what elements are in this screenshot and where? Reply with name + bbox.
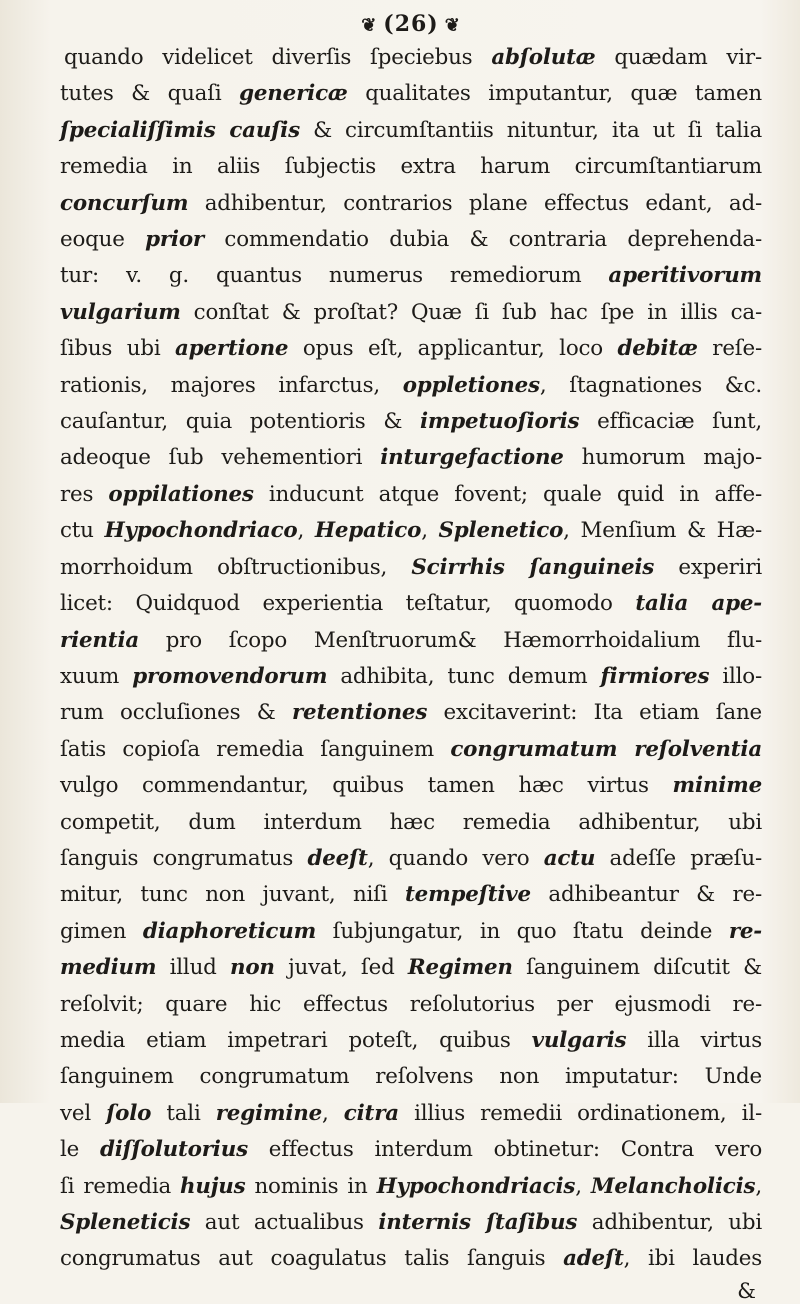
- text-run: adeoque ſub vehementiori: [60, 445, 381, 471]
- italic-term: Regimen: [407, 955, 513, 981]
- text-run: morrhoidum obſtructionibus,: [60, 554, 412, 580]
- italic-term: talia ape-: [635, 591, 762, 617]
- text-run: congrumatus aut coagulatus talis ſanguis: [60, 1246, 564, 1272]
- italic-term: medium: [60, 955, 157, 981]
- text-line: [60, 950, 762, 986]
- italic-term: adeſt: [563, 1246, 624, 1272]
- text-run: , ibi laudes: [623, 1246, 763, 1272]
- text-run: rum occluſiones &: [60, 700, 292, 726]
- italic-term: hujus: [180, 1173, 246, 1199]
- text-run: commendatio dubia & contraria deprehenda-: [204, 227, 763, 253]
- text-run: ſatis copioſa remedia ſanguinem: [60, 736, 451, 762]
- italic-term: Hypochondriaco: [104, 518, 298, 544]
- italic-term: Splenetico: [438, 518, 564, 544]
- text-run: illud: [156, 955, 230, 981]
- text-run: quædam vir-: [595, 45, 762, 70]
- text-run: tali: [151, 1100, 216, 1126]
- text-line: [60, 331, 762, 367]
- italic-term: retentiones: [291, 700, 428, 726]
- text-run: vulgo commendantur, quibus tamen hæc virtus: [60, 773, 673, 799]
- text-line: [60, 1241, 762, 1277]
- text-run: ,: [322, 1100, 344, 1126]
- text-line: [60, 149, 762, 185]
- text-line: [60, 76, 762, 112]
- text-line: [60, 113, 762, 149]
- italic-term: Melancholicis: [590, 1173, 756, 1199]
- text-run: ſi remedia: [60, 1173, 181, 1199]
- text-run: ctu: [60, 518, 105, 544]
- text-line: [60, 1096, 762, 1132]
- text-run: competit, dum interdum hæc remedia adhibentur, ubi: [60, 809, 762, 835]
- text-line: [60, 368, 762, 404]
- catchword: &: [737, 1278, 756, 1303]
- italic-term: rientia: [60, 627, 140, 653]
- text-run: juvat, ſed: [274, 955, 408, 981]
- text-run: reſe-: [697, 336, 762, 362]
- text-run: ſanguinem congrumatum reſolvens non imputatur: Unde: [60, 1064, 762, 1090]
- text-run: cauſantur, quia potentioris &: [60, 409, 420, 435]
- text-line: [60, 1205, 762, 1241]
- text-line: [60, 477, 762, 513]
- text-run: ſibus ubi: [60, 336, 175, 362]
- italic-term: genericæ: [239, 81, 348, 107]
- text-line: [60, 623, 762, 659]
- italic-term: diſſolutorius: [99, 1137, 248, 1163]
- italic-term: Scirrhis ſanguineis: [411, 554, 655, 580]
- text-run: ,: [421, 518, 439, 544]
- text-run: xuum: [60, 663, 133, 689]
- italic-term: ſpecialiſſimis cauſis: [60, 117, 300, 143]
- text-line: [60, 1169, 762, 1205]
- text-run: illo-: [709, 663, 763, 689]
- text-run: media etiam impetrari poteſt, quibus: [60, 1027, 532, 1053]
- text-run: conſtat & proſtat? Quæ ſi ſub hac ſpe in illis ca-: [180, 299, 762, 325]
- italic-term: Hypochondriacis: [376, 1173, 576, 1199]
- text-run: remedia in aliis ſubjectis extra harum circumſtantiarum: [60, 154, 762, 180]
- text-run: tur: v. g. quantus numerus remediorum: [60, 263, 609, 289]
- italic-term: citra: [343, 1100, 399, 1126]
- text-run: excitaverint: Ita etiam ſane: [427, 700, 762, 726]
- text-run: inducunt atque fovent; quale quid in affe-: [253, 481, 762, 507]
- text-line: [60, 877, 762, 913]
- italic-term: regimine: [215, 1100, 323, 1126]
- italic-term: diaphoreticum: [142, 918, 317, 944]
- text-line: [60, 1023, 762, 1059]
- text-run: rationis, majores infarctus,: [60, 372, 403, 398]
- text-run: le: [60, 1137, 100, 1163]
- italic-term: debitæ: [617, 336, 698, 362]
- text-run: & circumſtantiis nituntur, ita ut ſi talia: [299, 117, 762, 143]
- italic-term: minime: [672, 773, 762, 799]
- italic-term: concurſum: [60, 190, 189, 216]
- text-line: [60, 258, 762, 294]
- text-run: res: [60, 481, 109, 507]
- text-run: efficaciæ ſunt,: [579, 409, 762, 435]
- ornament-left-icon: ❦: [361, 15, 378, 36]
- text-line: [60, 987, 762, 1023]
- text-run: ſanguis congrumatus: [60, 845, 308, 871]
- text-line: [60, 440, 762, 476]
- italic-term: oppilationes: [108, 481, 254, 507]
- text-line: [60, 1132, 762, 1168]
- italic-term: internis ſtaſibus: [378, 1210, 578, 1235]
- text-run: nominis in: [245, 1173, 377, 1199]
- body-text: [60, 40, 762, 1278]
- text-run: adhibeantur & re-: [530, 882, 762, 908]
- text-run: gimen: [60, 918, 143, 944]
- italic-term: prior: [145, 227, 204, 253]
- text-line: [60, 768, 762, 804]
- text-run: adhibita, tunc demum: [327, 663, 601, 689]
- page-header: [60, 10, 762, 38]
- text-run: adeſſe præſu-: [595, 845, 762, 871]
- text-run: , Menſium & Hæ-: [563, 518, 762, 544]
- italic-term: inturgefactione: [380, 445, 564, 471]
- text-run: ,: [575, 1173, 591, 1199]
- italic-term: firmiores: [600, 663, 710, 689]
- text-line: [60, 695, 762, 731]
- italic-term: tempeſtive: [405, 882, 531, 908]
- text-run: pro ſcopo Menſtruorum& Hæmorrhoidalium flu-: [139, 627, 762, 653]
- text-run: qualitates imputantur, quæ tamen: [347, 81, 762, 107]
- text-run: eoque: [60, 227, 146, 253]
- text-run: humorum majo-: [563, 445, 762, 471]
- text-line: [60, 1059, 762, 1095]
- italic-term: apertione: [175, 336, 289, 362]
- text-run: , ſtagnationes &c.: [539, 372, 762, 398]
- italic-term: vulgarium: [60, 299, 181, 325]
- italic-term: vulgaris: [531, 1027, 627, 1053]
- italic-term: congrumatum reſolventia: [450, 736, 762, 762]
- text-run: ,: [297, 518, 315, 544]
- text-line: [60, 805, 762, 841]
- italic-term: impetuoſioris: [419, 409, 580, 435]
- text-line: [60, 659, 762, 695]
- text-run: adhibentur, ubi: [577, 1210, 763, 1235]
- italic-term: oppletiones: [402, 372, 540, 398]
- text-run: tutes & quaſi: [60, 81, 240, 107]
- text-run: ſubjungatur, in quo ſtatu deinde: [316, 918, 729, 944]
- text-run: aut actualibus: [190, 1210, 379, 1235]
- italic-term: ſolo: [106, 1100, 152, 1126]
- text-run: effectus interdum obtinetur: Contra vero: [247, 1137, 762, 1163]
- text-line: [60, 222, 762, 258]
- text-line: [60, 841, 762, 877]
- text-line: [60, 732, 762, 768]
- text-line: [60, 186, 762, 222]
- text-line: [60, 914, 762, 950]
- text-run: , quando vero: [367, 845, 544, 871]
- text-run: reſolvit; quare hic effectus reſolutorius per ejusmodi re-: [60, 991, 762, 1017]
- italic-term: Hepatico: [314, 518, 422, 544]
- ornament-right-icon: ❦: [444, 15, 461, 36]
- text-run: adhibentur, contrarios plane effectus edant, ad-: [188, 190, 762, 216]
- page-number: (26): [383, 11, 439, 37]
- text-run: licet: Quidquod experientia teſtatur, quomodo: [60, 591, 636, 617]
- italic-term: non: [230, 955, 275, 981]
- italic-term: abſolutæ: [491, 45, 596, 70]
- italic-term: deeſt: [307, 845, 368, 871]
- text-line: [60, 295, 762, 331]
- text-run: mitur, tunc non juvant, niſi: [60, 882, 405, 908]
- text-run: ſanguinem diſcutit &: [512, 955, 762, 981]
- text-run: illius remedii ordinationem, il-: [398, 1100, 762, 1126]
- italic-term: Spleneticis: [60, 1210, 191, 1235]
- italic-term: re-: [728, 918, 762, 944]
- text-line: [60, 404, 762, 440]
- text-run: illa virtus: [626, 1027, 762, 1053]
- text-run: ,: [755, 1173, 762, 1199]
- italic-term: actu: [543, 845, 596, 871]
- text-run: opus eſt, applicantur, loco: [288, 336, 618, 362]
- text-line: [60, 513, 762, 549]
- text-line: [60, 586, 762, 622]
- text-line: [60, 40, 762, 76]
- text-run: quando videlicet diverſis ſpeciebus: [64, 45, 492, 70]
- text-run: experiri: [654, 554, 762, 580]
- italic-term: aperitivorum: [608, 263, 762, 289]
- text-line: [60, 550, 762, 586]
- text-run: vel: [60, 1100, 107, 1126]
- italic-term: promovendorum: [132, 663, 328, 689]
